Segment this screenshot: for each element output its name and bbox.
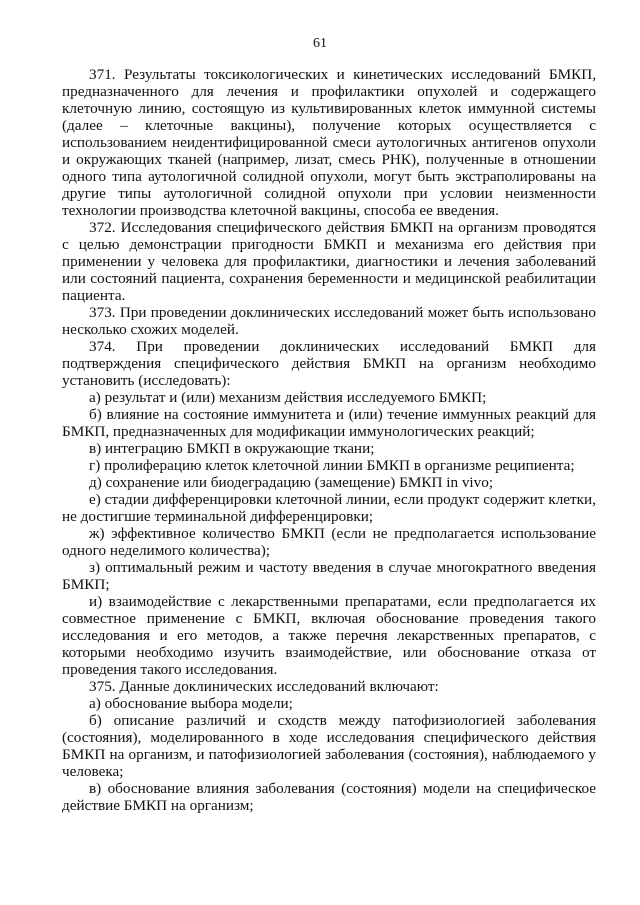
list-item-374-i: и) взаимодействие с лекарственными препаратами, если предполагается их совместное применение с БМКП, включая обоснование проведения такого исследования и его методов, а также перечня лекарственных препаратов, с которыми необходимо изучить взаимодействие, или обоснование отказа от проведения такого исследования. [62,593,596,678]
list-item-374-zh: ж) эффективное количество БМКП (если не предполагается использование одного неделимого количества); [62,525,596,559]
list-item-374-v: в) интеграцию БМКП в окружающие ткани; [89,440,375,457]
page-number: 61 [313,36,327,51]
paragraph-373: 373. При проведении доклинических исследований может быть использовано несколько схожих моделей. [62,304,596,338]
list-item-374-b: б) влияние на состояние иммунитета и (или) течение иммунных реакций для БМКП, предназначенных для модификации иммунологических реакций; [62,406,596,440]
paragraph-371: 371. Результаты токсикологических и кинетических исследований БМКП, предназначенного для лечения и профилактики опухолей и содержащего клеточную линию, состоящую из культивированных клеток иммунной системы (далее – клеточные вакцины), получение которых осуществляется с использованием неидентифицированной смеси аутологичных антигенов опухоли и окружающих тканей (например, лизат, смесь РНК), полученные в отношении одного типа аутологичной солидной опухоли, могут быть экстраполированы на другие типы аутологичной солидной опухоли при условии неизменности технологии производства клеточной вакцины, способа ее введения. [62,66,596,219]
list-item-375-a: а) обоснование выбора модели; [89,695,293,712]
list-item-375-v: в) обоснование влияния заболевания (состояния) модели на специфическое действие БМКП на организм; [62,780,596,814]
paragraph-374: 374. При проведении доклинических исследований БМКП для подтверждения специфического действия БМКП на организм необходимо установить (исследовать): [62,338,596,389]
list-item-374-z: з) оптимальный режим и частоту введения в случае многократного введения БМКП; [62,559,596,593]
document-body [62,66,596,814]
paragraph-375: 375. Данные доклинических исследований включают: [89,678,439,695]
list-item-374-g: г) пролиферацию клеток клеточной линии БМКП в организме реципиента; [89,457,575,474]
list-item-374-e: е) стадии дифференцировки клеточной линии, если продукт содержит клетки, не достигшие терминальной дифференцировки; [62,491,596,525]
list-item-374-d: д) сохранение или биодеградацию (замещение) БМКП in vivo; [89,474,494,491]
paragraph-372: 372. Исследования специфического действия БМКП на организм проводятся с целью демонстрации пригодности БМКП и механизма его действия при применении у человека для профилактики, диагностики и лечения заболеваний или состояний пациента, сохранения беременности и медицинской реабилитации пациента. [62,219,596,304]
list-item-375-b: б) описание различий и сходств между патофизиологией заболевания (состояния), моделированного в ходе исследования специфического действия БМКП на организм, и патофизиологией заболевания (состояния), наблюдаемого у человека; [62,712,596,780]
list-item-374-a: а) результат и (или) механизм действия исследуемого БМКП; [89,389,487,406]
